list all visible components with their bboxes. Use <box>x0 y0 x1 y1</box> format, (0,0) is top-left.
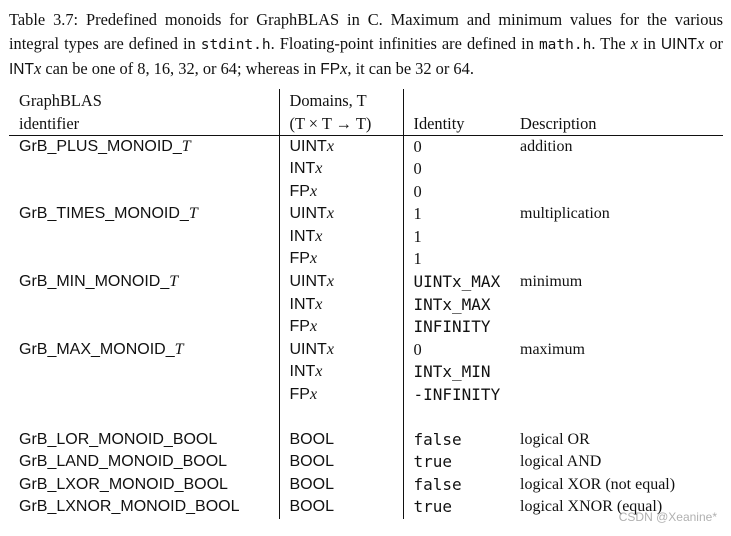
table-row <box>9 429 723 452</box>
table-row <box>9 158 723 181</box>
cell-description <box>510 316 723 339</box>
cell-identity: false <box>413 474 462 494</box>
cell-description: logical XOR (not equal) <box>520 475 676 493</box>
cell-domain <box>279 474 403 497</box>
spacer-cell <box>9 407 279 429</box>
identifier-text: GrB_MIN_MONOID_ <box>19 273 170 291</box>
identifier-type-var: T <box>181 137 191 155</box>
table-row <box>9 474 723 497</box>
caption-text: Table 3.7: Predefined monoids for GraphBLAS in C. Maximum and minimum values for the various integral types are defined in <box>9 10 723 53</box>
cell-domain <box>279 181 403 204</box>
cell-description: maximum <box>520 340 585 358</box>
header-description <box>510 89 723 136</box>
domain-text: BOOL <box>289 498 334 516</box>
caption-math-x: x <box>340 59 348 78</box>
domain-width-var: x <box>326 205 334 223</box>
cell-identifier <box>9 339 279 362</box>
cell-identity: INFINITY <box>413 317 491 337</box>
cell-identity: -INFINITY <box>413 385 501 405</box>
domain-text: BOOL <box>289 430 334 448</box>
identifier-text: GrB_PLUS_MONOID_ <box>19 137 182 155</box>
cell-identifier <box>9 451 279 474</box>
domain-text: INT <box>289 227 316 245</box>
cell-domain <box>279 361 403 384</box>
header-identifier <box>9 89 279 136</box>
table-row <box>9 203 723 226</box>
domain-text: UINT <box>289 205 327 223</box>
identifier-text: GrB_MAX_MONOID_ <box>19 340 175 358</box>
caption-code-math: math.h <box>538 36 592 53</box>
domain-text: UINT <box>289 273 327 291</box>
identifier-type-var: T <box>169 273 179 291</box>
caption-type-uint: UINT <box>660 35 698 53</box>
table-spacer-row <box>9 407 723 429</box>
caption-text: , it can be 32 or 64. <box>347 59 474 78</box>
cell-identity: 0 <box>413 159 422 179</box>
header-domains-line2: (T × T → T) <box>289 113 372 133</box>
spacer-cell <box>403 407 510 429</box>
cell-identifier <box>9 384 279 407</box>
caption-math-x: x <box>630 33 638 53</box>
domain-width-var: x <box>315 160 323 178</box>
cell-description <box>510 181 723 204</box>
cell-domain <box>279 158 403 181</box>
cell-description <box>510 384 723 407</box>
caption-text: or <box>704 33 723 53</box>
cell-identifier <box>9 361 279 384</box>
cell-identity: INTx_MIN <box>413 362 491 382</box>
header-identity-label: Identity <box>413 113 465 133</box>
header-identifier-line2: identifier <box>19 113 80 133</box>
cell-description <box>510 248 723 271</box>
cell-identifier <box>9 158 279 181</box>
table-row <box>9 361 723 384</box>
caption-math-x: x <box>33 59 42 78</box>
cell-identifier <box>9 181 279 204</box>
domain-width-var: x <box>309 386 318 404</box>
domain-width-var: x <box>315 227 323 245</box>
table-row <box>9 135 723 158</box>
cell-identifier <box>9 294 279 317</box>
caption-text: can be one of 8, 16, 32, or 64; whereas in <box>41 59 321 78</box>
header-identifier-line1: GraphBLAS <box>19 90 102 110</box>
cell-domain <box>279 429 403 452</box>
identifier-text: GrB_TIMES_MONOID_ <box>19 205 189 223</box>
cell-identifier <box>9 248 279 271</box>
table-header-row <box>9 89 723 136</box>
caption-text: . Floating-point infinities are defined in <box>270 33 539 53</box>
domain-text: BOOL <box>289 453 334 471</box>
cell-identifier <box>9 271 279 294</box>
table-row <box>9 339 723 362</box>
cell-description: logical AND <box>520 453 602 471</box>
cell-domain <box>279 203 403 226</box>
cell-identity: 0 <box>413 339 422 359</box>
cell-identifier <box>9 135 279 158</box>
cell-domain <box>279 226 403 249</box>
cell-identity: true <box>413 497 453 517</box>
domain-width-var: x <box>326 340 334 358</box>
table-row <box>9 271 723 294</box>
caption-code-stdint: stdint.h <box>200 36 271 53</box>
domain-width-var: x <box>326 273 334 291</box>
domain-text: BOOL <box>289 475 334 493</box>
domain-text: FP <box>289 318 310 336</box>
cell-identifier <box>9 474 279 497</box>
table-row <box>9 316 723 339</box>
domain-width-var: x <box>315 295 323 313</box>
domain-text: UINT <box>289 340 327 358</box>
identifier-type-var: T <box>174 340 184 358</box>
cell-identity: false <box>413 429 462 449</box>
watermark: CSDN @Xeanine* <box>618 510 717 524</box>
domain-text: INT <box>289 363 316 381</box>
table-row <box>9 226 723 249</box>
table-row <box>9 181 723 204</box>
cell-domain <box>279 248 403 271</box>
domain-text: UINT <box>289 137 327 155</box>
cell-domain <box>279 451 403 474</box>
header-domains <box>279 89 403 136</box>
cell-domain <box>279 294 403 317</box>
identifier-type-var: T <box>188 205 198 223</box>
cell-identity: 1 <box>413 226 422 246</box>
table-row <box>9 451 723 474</box>
cell-description: logical XNOR (equal) <box>520 498 663 516</box>
cell-identity: UINTx_MAX <box>413 272 501 292</box>
table-row <box>9 294 723 317</box>
cell-description: multiplication <box>520 205 610 223</box>
header-domains-line1: Domains, T <box>289 90 367 110</box>
domain-text: FP <box>289 250 310 268</box>
cell-identity: INTx_MAX <box>413 294 491 314</box>
cell-identity: 1 <box>413 249 422 269</box>
cell-description: minimum <box>520 273 583 291</box>
cell-identity: 0 <box>413 181 422 201</box>
cell-identity: 0 <box>413 136 422 156</box>
cell-description <box>510 158 723 181</box>
domain-width-var: x <box>309 182 318 200</box>
cell-domain <box>279 316 403 339</box>
domain-width-var: x <box>309 318 318 336</box>
spacer-cell <box>510 407 723 429</box>
cell-domain <box>279 271 403 294</box>
cell-identity: 1 <box>413 204 422 224</box>
monoids-table <box>9 89 723 520</box>
cell-identifier <box>9 316 279 339</box>
table-row <box>9 384 723 407</box>
cell-domain <box>279 496 403 519</box>
cell-identifier <box>9 496 279 519</box>
domain-text: FP <box>289 182 310 200</box>
identifier-text: GrB_LAND_MONOID_BOOL <box>19 453 228 471</box>
domain-text: FP <box>289 386 310 404</box>
header-description-label: Description <box>520 113 597 133</box>
caption-text: in <box>638 33 661 53</box>
spacer-cell <box>279 407 403 429</box>
domain-width-var: x <box>326 137 334 155</box>
caption-type-int: INT <box>9 61 34 78</box>
table-caption <box>9 8 723 82</box>
cell-identifier <box>9 429 279 452</box>
caption-type-fp: FP <box>320 61 341 78</box>
cell-description <box>510 226 723 249</box>
identifier-text: GrB_LXNOR_MONOID_BOOL <box>19 498 240 516</box>
cell-description: addition <box>520 137 573 155</box>
table-body <box>9 135 723 519</box>
domain-text: INT <box>289 295 316 313</box>
cell-identifier <box>9 226 279 249</box>
cell-description <box>510 361 723 384</box>
cell-domain <box>279 135 403 158</box>
document-page <box>9 8 723 519</box>
cell-identity: true <box>413 452 453 472</box>
table-row <box>9 496 723 519</box>
identifier-text: GrB_LXOR_MONOID_BOOL <box>19 475 228 493</box>
cell-identifier <box>9 203 279 226</box>
domain-width-var: x <box>309 250 318 268</box>
header-identity <box>403 89 510 136</box>
cell-description: logical OR <box>520 430 590 448</box>
table-row <box>9 248 723 271</box>
identifier-text: GrB_LOR_MONOID_BOOL <box>19 430 218 448</box>
cell-description <box>510 294 723 317</box>
cell-domain <box>279 339 403 362</box>
domain-width-var: x <box>315 363 323 381</box>
cell-domain <box>279 384 403 407</box>
caption-text: . The <box>591 33 631 53</box>
domain-text: INT <box>289 160 316 178</box>
caption-math-x: x <box>697 33 705 53</box>
